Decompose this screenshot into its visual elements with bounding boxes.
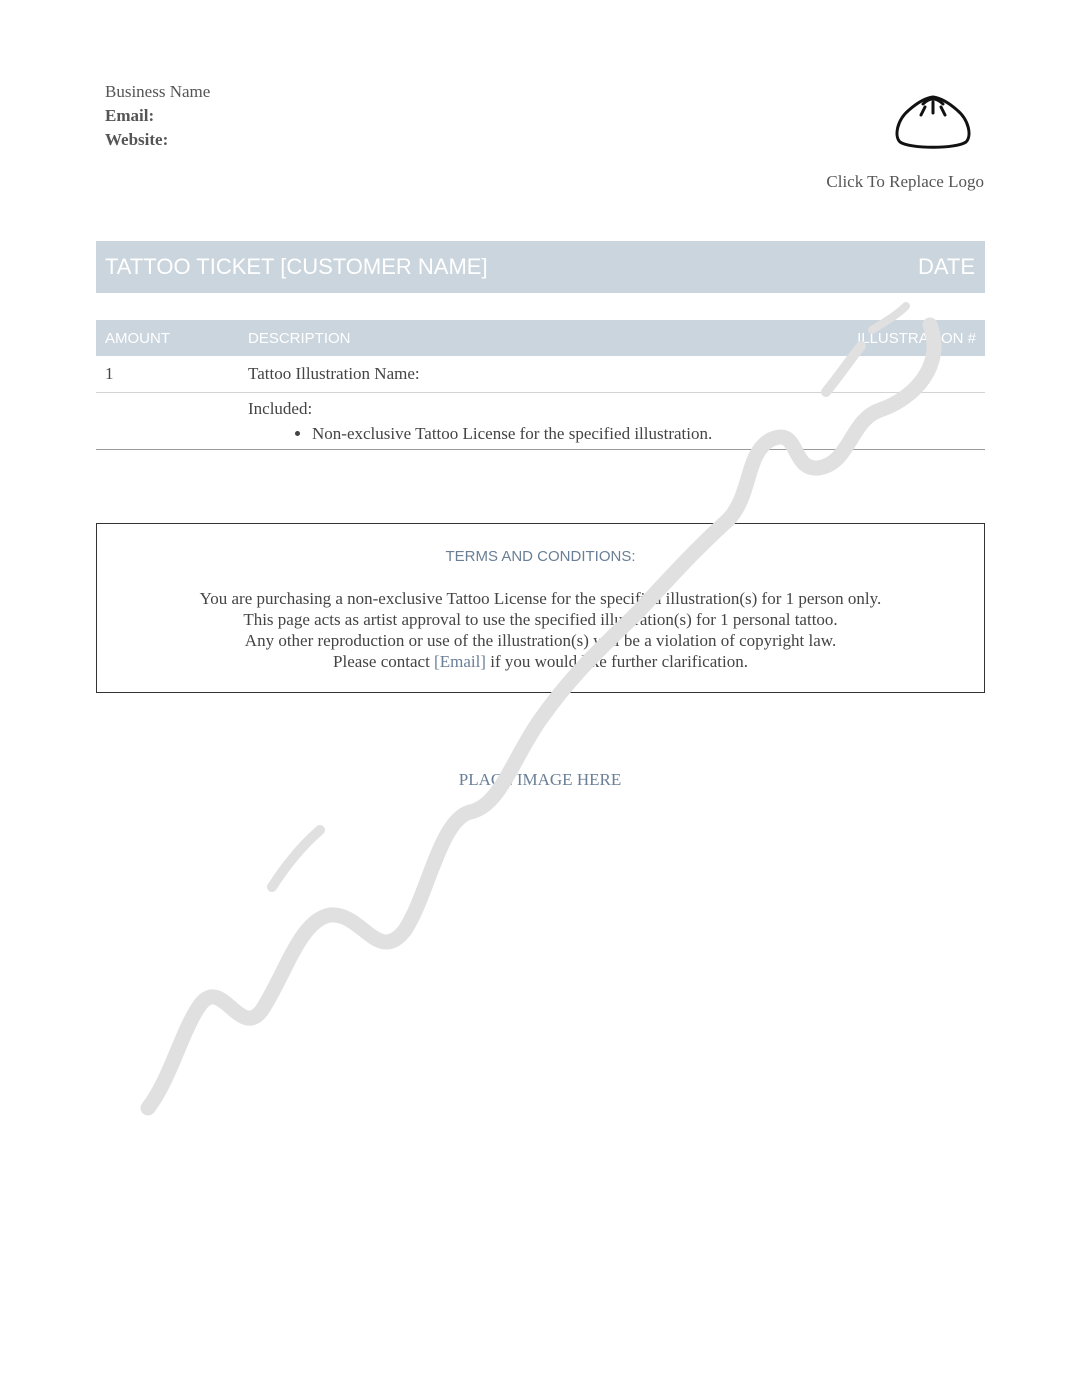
terms-line: This page acts as artist approval to use the specified illustration(s) for 1 personal tattoo. <box>243 610 838 629</box>
website-label[interactable]: Website: <box>105 130 169 149</box>
terms-line: You are purchasing a non-exclusive Tattoo License for the specified illustration(s) for 1 person only. <box>199 589 882 608</box>
email-label[interactable]: Email: <box>105 106 155 125</box>
ticket-date[interactable]: DATE <box>917 254 975 279</box>
terms-contact-text: Please contact <box>333 652 435 671</box>
business-name[interactable]: Business Name <box>105 82 211 101</box>
included-cell[interactable] <box>239 393 820 450</box>
items-table <box>96 320 985 450</box>
replace-logo-caption[interactable]: Click To Replace Logo <box>826 172 984 191</box>
business-info <box>105 80 210 152</box>
terms-title: TERMS AND CONDITIONS: <box>445 548 636 565</box>
included-label: Included: <box>248 399 313 418</box>
column-header-illustration: ILLUSTRATION # <box>820 320 985 356</box>
terms-line: Any other reproduction or use of the illustration(s) will be a violation of copyright law. <box>244 631 837 650</box>
column-header-amount: AMOUNT <box>96 320 239 356</box>
table-header-row <box>96 320 985 356</box>
terms-body <box>97 588 984 672</box>
ticket-title[interactable]: TATTOO TICKET [CUSTOMER NAME] <box>105 254 488 279</box>
amount-cell <box>96 393 239 450</box>
terms-line <box>97 651 984 672</box>
list-item: • Non-exclusive Tattoo License for the specified illustration. <box>312 423 811 445</box>
amount-cell[interactable]: 1 <box>96 356 239 393</box>
illustration-cell <box>820 393 985 450</box>
email-link[interactable]: [Email] <box>434 652 486 671</box>
table-row <box>96 356 985 393</box>
ticket-header-band <box>96 241 985 293</box>
included-list <box>248 423 811 445</box>
terms-box <box>96 523 985 693</box>
illustration-cell[interactable] <box>820 356 985 393</box>
dumpling-bao-icon[interactable] <box>893 90 973 154</box>
description-cell[interactable]: Tattoo Illustration Name: <box>239 356 820 393</box>
image-placeholder[interactable]: PLACE IMAGE HERE <box>458 770 622 789</box>
column-header-description: DESCRIPTION <box>239 320 820 356</box>
table-row <box>96 393 985 450</box>
terms-contact-text: if you would like further clarification. <box>485 652 748 671</box>
